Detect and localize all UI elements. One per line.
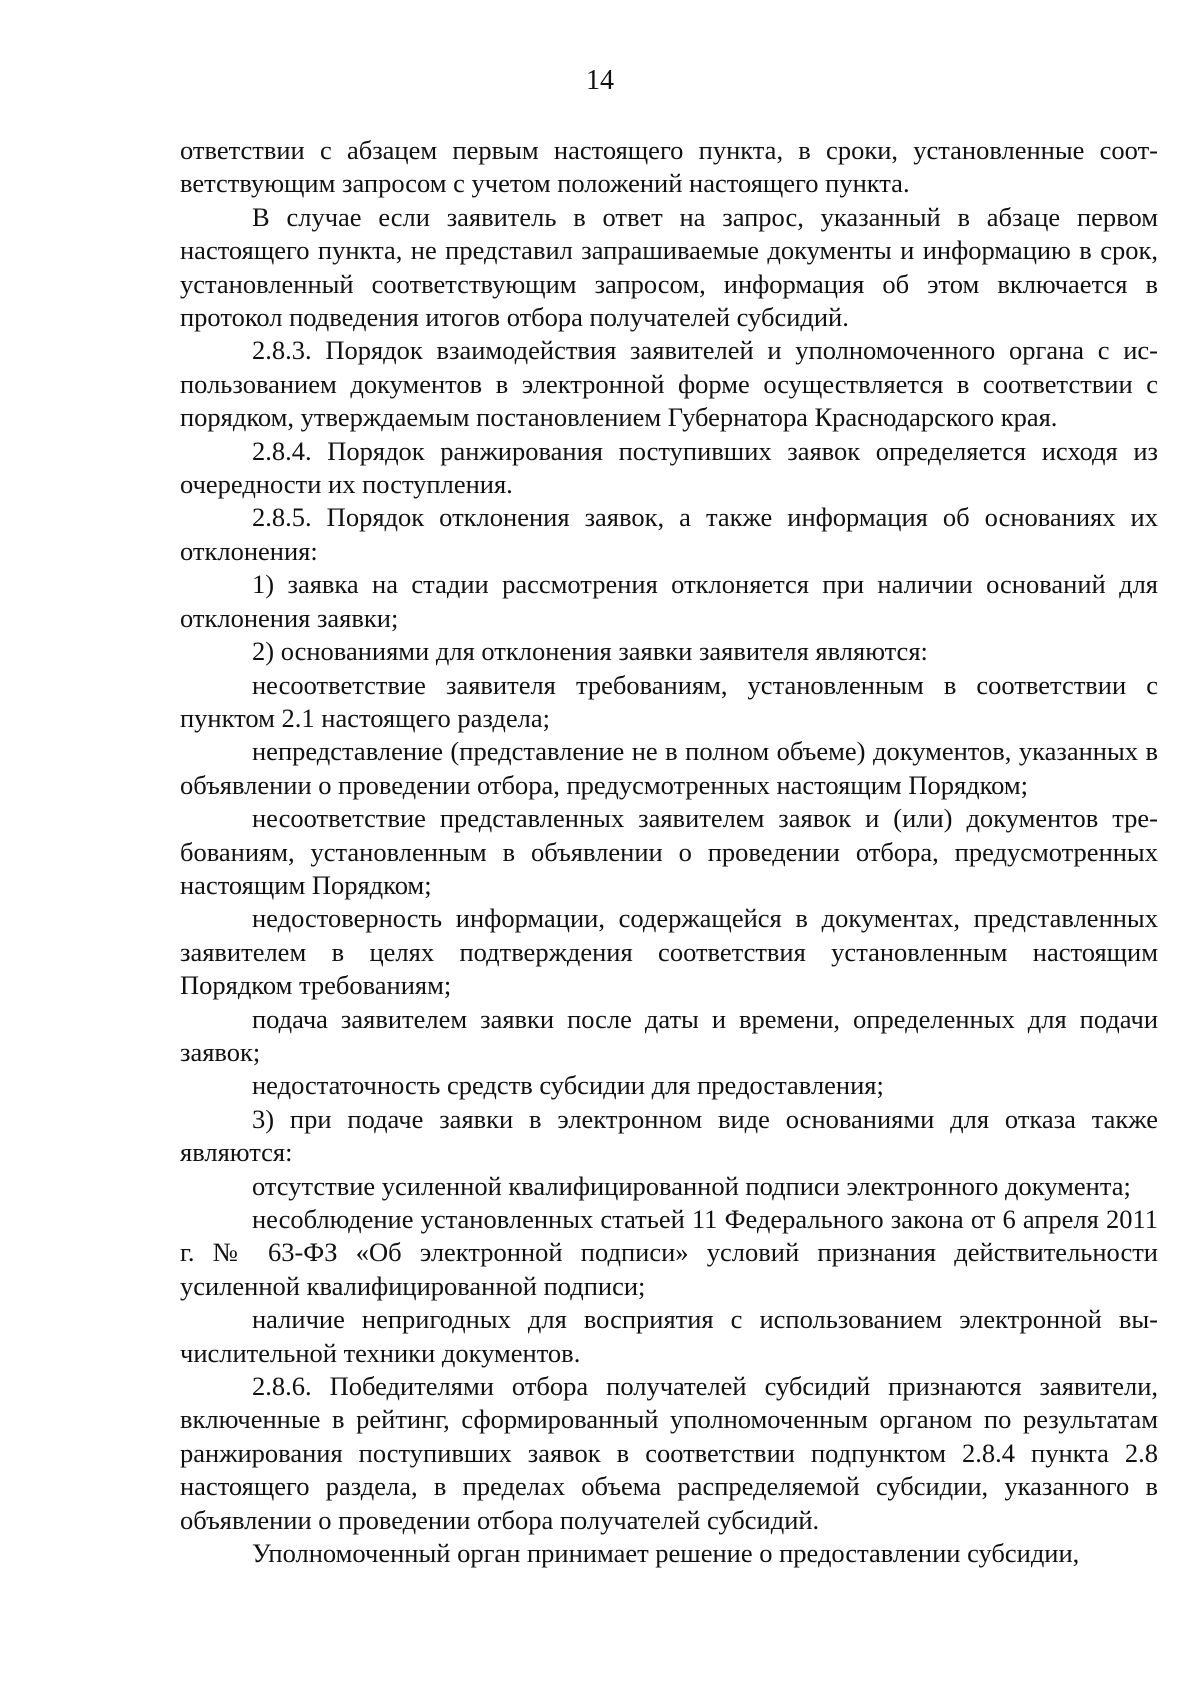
paragraph-continuation: ответствии с абзацем первым настоящего пункта, в сроки, установленные соответствующим запросом с учетом положений настоящего пункта. [180,135,1158,199]
ground-late-submission: подача заявителем заявки после даты и времени, определенных для подачи заявок; [180,1003,1158,1067]
paragraph-missing-documents: В случае если заявитель в ответ на запрос, указанный в абзаце первом настоящего пункта, не представил запрашиваемые документы и информацию в срок, установленный соответствующим запросом, информация об этом включается в протокол подведения итогов отбора получателей субсидий. [180,201,1158,333]
page-number: 14 [586,65,614,96]
ground-unreadable-documents: наличие непригодных для восприятия с использованием электронной вычислительной техники документов. [180,1304,1158,1368]
ground-requirements-mismatch: несоответствие представленных заявителем заявок и (или) документов требованиям, установленным в объявлении о проведении отбора, предусмотренных настоящим Порядком; [180,803,1158,900]
ground-unreliable-information: недостоверность информации, содержащейся в документах, представленных заявителем в целях подтверждения соответствия установленным настоящим Порядком требованиям; [180,903,1158,1001]
paragraph-2-8-3: 2.8.3. Порядок взаимодействия заявителей и уполномоченного органа с использованием документов в электронной форме осуществляется в соответствии с порядком, утверждаемым постановлением Губернатора Краснодарского края. [180,335,1158,433]
paragraph-2-8-5: 2.8.5. Порядок отклонения заявок, а также информация об основаниях их отклонения: [180,502,1158,566]
ground-nonconformity: несоответствие заявителя требованиям, установленным в соответствии с пунктом 2.1 настоящего раздела; [180,669,1158,733]
ground-nonsubmission: непредставление (представление не в полном объеме) документов, указанных в объявлении о проведении отбора, предусмотренных настоящим Порядком; [180,736,1158,800]
paragraph-decision: Уполномоченный орган принимает решение о предоставлении субсидии, [252,1538,1080,1569]
paragraph-2-8-4: 2.8.4. Порядок ранжирования поступивших заявок определяется исходя из очередности их поступления. [180,435,1158,500]
paragraph-2-8-6: 2.8.6. Победителями отбора получателей субсидий признаются заявители, включенные в рейтинг, сформированный уполномоченным органом по результатам ранжирования поступивших заявок в соответствии подпунктом 2.8.4 пункта 2.8 настоящего раздела, в пределах объема распределяемой субсидии, указанного в объявлении о проведении отбора получателей субсидий. [180,1371,1158,1535]
list-item-2: 2) основаниями для отклонения заявки заявителя являются: [252,636,928,667]
ground-insufficient-funds: недостаточность средств субсидии для предоставления; [252,1070,884,1101]
list-item-1: 1) заявка на стадии рассмотрения отклоняется при наличии оснований для отклонения заявки; [180,569,1158,633]
ground-no-signature: отсутствие усиленной квалифицированной подписи электронного документа; [252,1170,1131,1201]
list-item-3: 3) при подаче заявки в электронном виде основаниями для отказа также являются: [180,1103,1158,1168]
ground-signature-invalid: несоблюдение установленных статьей 11 Федерального закона от 6 апреля 2011 г. № 63-ФЗ «Об электронной подписи» условий признания действительности усиленной квалифицированной подписи; [180,1204,1158,1301]
document-body [180,134,1158,1570]
